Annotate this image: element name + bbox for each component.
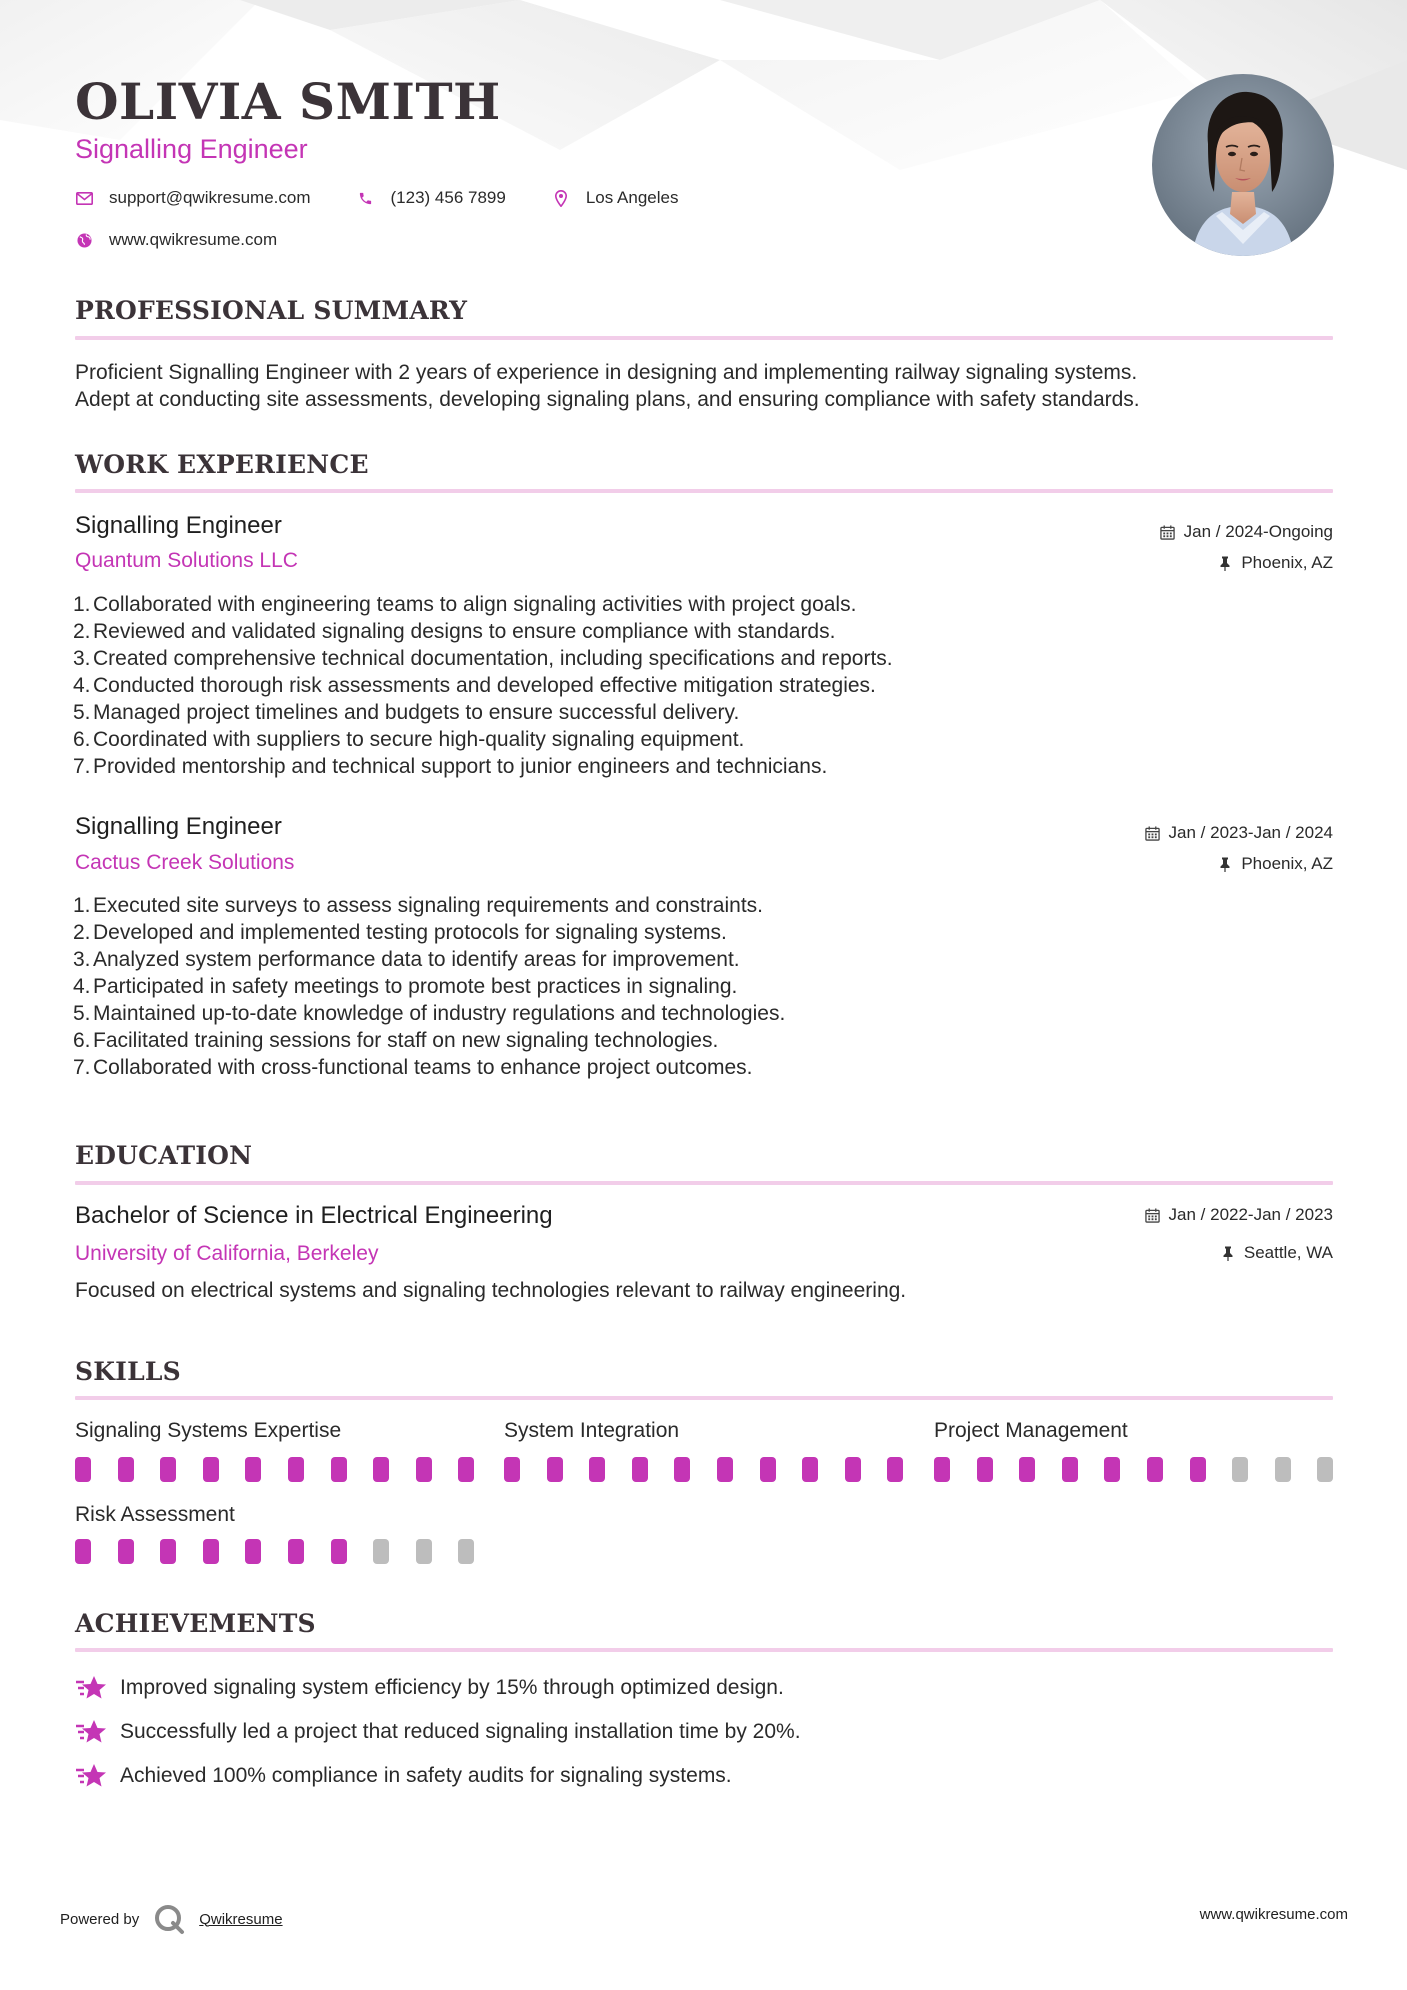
job-bullets (73, 892, 1273, 1081)
skill-segment-filled (203, 1539, 219, 1564)
dates-text: Jan / 2022-Jan / 2023 (1168, 1205, 1333, 1224)
email-text: support@qwikresume.com (109, 188, 311, 207)
contact-row-secondary (75, 230, 323, 250)
list-item: 4. Conducted thorough risk assessments and developed effective mitigation strategies. (73, 674, 876, 697)
job-title: Signalling Engineer (75, 813, 282, 840)
skill-rating (504, 1457, 903, 1482)
skill-segment-empty (458, 1539, 474, 1564)
contact-row-primary (75, 188, 724, 208)
education-location (1220, 1243, 1333, 1263)
skill-segment-filled (802, 1457, 818, 1482)
list-item: 3. Analyzed system performance data to identify areas for improvement. (73, 948, 740, 971)
list-item: 5. Maintained up-to-date knowledge of industry regulations and technologies. (73, 1002, 786, 1025)
education-description: Focused on electrical systems and signaling technologies relevant to railway engineering. (75, 1279, 907, 1302)
company-name: Cactus Creek Solutions (75, 851, 295, 874)
skill-segment-filled (632, 1457, 648, 1482)
map-pin-icon (552, 189, 570, 207)
list-item: 3. Created comprehensive technical documentation, including specifications and reports. (73, 647, 893, 670)
skill-segment-filled (845, 1457, 861, 1482)
location-text: Los Angeles (585, 188, 679, 207)
achievement-item (75, 1674, 784, 1702)
location-text: Phoenix, AZ (1241, 553, 1333, 572)
education-divider (75, 1181, 1333, 1185)
skills-heading: SKILLS (75, 1357, 181, 1386)
skill-segment-empty (1232, 1457, 1248, 1482)
skill-segment-filled (373, 1457, 389, 1482)
experience-divider (75, 489, 1333, 493)
phone-text: (123) 456 7899 (390, 188, 506, 207)
contact-email[interactable] (75, 188, 311, 208)
candidate-title: Signalling Engineer (75, 134, 308, 164)
skill-segment-filled (1147, 1457, 1163, 1482)
skill-segment-filled (458, 1457, 474, 1482)
skill-segment-filled (288, 1539, 304, 1564)
skill-segment-filled (288, 1457, 304, 1482)
globe-icon (75, 231, 93, 249)
star-icon (75, 1718, 107, 1746)
achievement-text: Improved signaling system efficiency by 15% through optimized design. (120, 1676, 784, 1699)
skill-name: System Integration (504, 1419, 680, 1442)
job-location (1217, 553, 1333, 573)
education-heading: EDUCATION (75, 1141, 253, 1170)
list-item: 7. Collaborated with cross-functional teams to enhance project outcomes. (73, 1056, 753, 1079)
calendar-icon (1145, 825, 1161, 841)
achievements-divider (75, 1648, 1333, 1652)
skill-segment-filled (245, 1539, 261, 1564)
pushpin-icon (1220, 1245, 1236, 1261)
experience-heading: WORK EXPERIENCE (75, 450, 369, 479)
list-item: 1. Executed site surveys to assess signaling requirements and constraints. (73, 894, 764, 917)
job-dates (1145, 823, 1333, 843)
skill-segment-filled (887, 1457, 903, 1482)
website-text: www.qwikresume.com (109, 230, 278, 249)
skill-name: Risk Assessment (75, 1503, 235, 1526)
contact-location (552, 188, 679, 208)
skill-rating (75, 1457, 474, 1482)
skill-segment-empty (1317, 1457, 1333, 1482)
skills-divider (75, 1396, 1333, 1400)
job-dates (1160, 522, 1333, 542)
skill-rating (934, 1457, 1333, 1482)
achievement-text: Successfully led a project that reduced signaling installation time by 20%. (120, 1720, 801, 1743)
star-icon (75, 1762, 107, 1790)
education-dates (1145, 1205, 1333, 1225)
skill-segment-filled (160, 1457, 176, 1482)
skill-segment-filled (245, 1457, 261, 1482)
skill-segment-filled (977, 1457, 993, 1482)
skill-segment-filled (934, 1457, 950, 1482)
list-item: 4. Participated in safety meetings to promote best practices in signaling. (73, 975, 738, 998)
skill-segment-filled (547, 1457, 563, 1482)
skill-name: Signaling Systems Expertise (75, 1419, 342, 1442)
skill-segment-empty (1275, 1457, 1291, 1482)
list-item: 2. Developed and implemented testing protocols for signaling systems. (73, 921, 727, 944)
skill-segment-filled (1062, 1457, 1078, 1482)
achievement-text: Achieved 100% compliance in safety audits for signaling systems. (120, 1764, 732, 1787)
job-title: Signalling Engineer (75, 512, 282, 539)
skill-segment-empty (416, 1539, 432, 1564)
pushpin-icon (1217, 856, 1233, 872)
skill-segment-filled (331, 1539, 347, 1564)
skill-segment-filled (1104, 1457, 1120, 1482)
powered-by-label: Powered by (60, 1910, 140, 1928)
skill-segment-filled (1019, 1457, 1035, 1482)
skill-segment-filled (1190, 1457, 1206, 1482)
skill-segment-filled (75, 1457, 91, 1482)
summary-heading: PROFESSIONAL SUMMARY (75, 296, 468, 325)
summary-line: Adept at conducting site assessments, developing signaling plans, and ensuring compliance with safety standards. (75, 388, 1140, 411)
skill-segment-filled (717, 1457, 733, 1482)
pushpin-icon (1217, 555, 1233, 571)
achievement-item (75, 1718, 801, 1746)
list-item: 6. Facilitated training sessions for staff on new signaling technologies. (73, 1029, 719, 1052)
job-location (1217, 854, 1333, 874)
skill-name: Project Management (934, 1419, 1128, 1442)
achievement-item (75, 1762, 732, 1790)
list-item: 5. Managed project timelines and budgets to ensure successful delivery. (73, 701, 740, 724)
list-item: 6. Coordinated with suppliers to secure high-quality signaling equipment. (73, 728, 745, 751)
skill-segment-filled (760, 1457, 776, 1482)
location-text: Seattle, WA (1243, 1243, 1333, 1262)
list-item: 2. Reviewed and validated signaling designs to ensure compliance with standards. (73, 620, 836, 643)
star-icon (75, 1674, 107, 1702)
list-item: 1. Collaborated with engineering teams to align signaling activities with project goals. (73, 593, 857, 616)
job-bullets (73, 591, 1273, 780)
summary-line: Proficient Signalling Engineer with 2 years of experience in designing and implementing railway signaling systems. (75, 361, 1138, 384)
location-text: Phoenix, AZ (1241, 854, 1333, 873)
company-name: Quantum Solutions LLC (75, 549, 298, 572)
skill-segment-filled (118, 1457, 134, 1482)
qwikresume-link[interactable]: Qwikresume (199, 1910, 283, 1928)
degree-title: Bachelor of Science in Electrical Engineering (75, 1202, 553, 1229)
skill-segment-filled (504, 1457, 520, 1482)
phone-icon (357, 189, 375, 207)
summary-text (75, 359, 1335, 413)
skill-segment-filled (203, 1457, 219, 1482)
footer-website[interactable]: www.qwikresume.com (1199, 1906, 1348, 1923)
summary-divider (75, 336, 1333, 340)
calendar-icon (1145, 1207, 1161, 1223)
dates-text: Jan / 2023-Jan / 2024 (1168, 823, 1333, 842)
candidate-name: OLIVIA SMITH (75, 72, 501, 131)
calendar-icon (1160, 524, 1176, 540)
dates-text: Jan / 2024-Ongoing (1183, 522, 1333, 541)
envelope-icon (75, 189, 93, 207)
skill-segment-filled (75, 1539, 91, 1564)
skill-segment-filled (160, 1539, 176, 1564)
contact-website[interactable] (75, 230, 277, 250)
profile-photo (1152, 74, 1334, 256)
school-name: University of California, Berkeley (75, 1242, 379, 1265)
skill-segment-empty (373, 1539, 389, 1564)
skill-rating (75, 1539, 474, 1564)
skill-segment-filled (589, 1457, 605, 1482)
skill-segment-filled (674, 1457, 690, 1482)
qwikresume-logo-icon (153, 1903, 185, 1935)
skill-segment-filled (331, 1457, 347, 1482)
footer-powered-by (60, 1903, 283, 1935)
skill-segment-filled (416, 1457, 432, 1482)
achievements-heading: ACHIEVEMENTS (75, 1609, 316, 1638)
skill-segment-filled (118, 1539, 134, 1564)
list-item: 7. Provided mentorship and technical support to junior engineers and technicians. (73, 755, 828, 778)
contact-phone[interactable] (357, 188, 506, 208)
